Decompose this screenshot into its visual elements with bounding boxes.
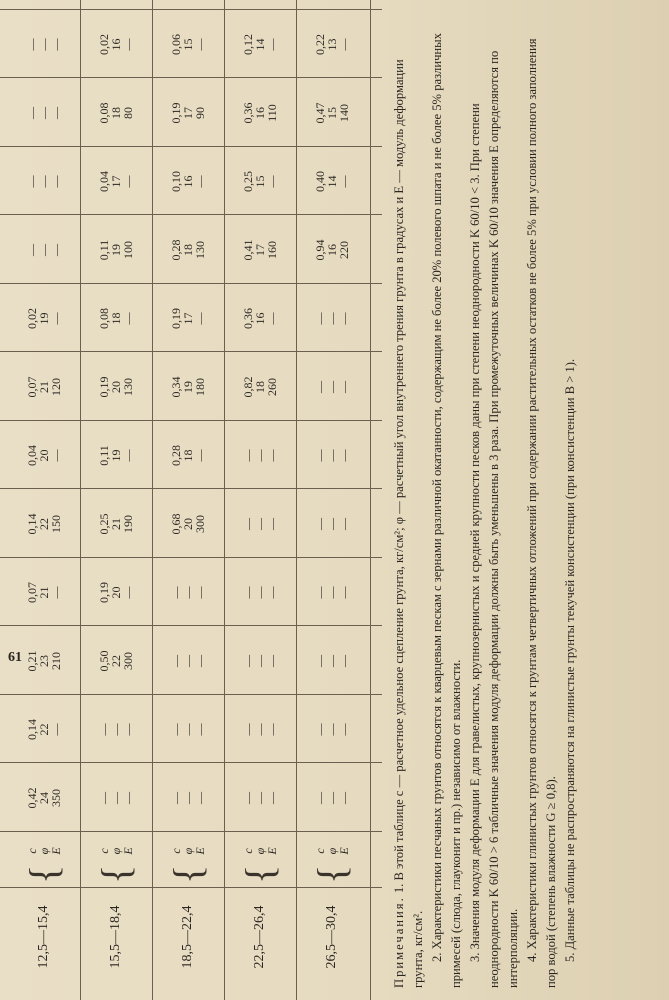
- cell-value: —: [265, 655, 279, 667]
- column-separator: [0, 694, 382, 695]
- cell-value: 0,19: [169, 308, 183, 329]
- cell-value: 22: [109, 655, 123, 667]
- column-separator: [0, 763, 382, 764]
- table-cell: [314, 499, 350, 549]
- row-params: [314, 836, 350, 866]
- row-range: 15,5—18,4: [108, 905, 123, 969]
- cell-value: —: [253, 655, 267, 667]
- cell-value: —: [169, 792, 183, 804]
- table-cell: [314, 568, 350, 618]
- cell-value: —: [265, 792, 279, 804]
- cell-value: —: [25, 107, 39, 119]
- cell-value: 0,68: [169, 513, 183, 535]
- table-cell: [170, 568, 206, 618]
- cell-value: —: [193, 449, 207, 462]
- cell-value: —: [25, 38, 39, 51]
- cell-value: —: [337, 518, 351, 530]
- cell-value: 0,42: [25, 787, 39, 809]
- table-cell: [242, 294, 278, 344]
- cell-value: 22: [37, 518, 51, 530]
- cell-value: —: [121, 586, 135, 599]
- table-cell: [98, 499, 134, 549]
- note-1: Примечания. 1. В этой таблице c — расчетное удельное сцепление грунта, кг/см²; φ — расчетный угол внутреннего трения грунта в градусах и E — модуль деформации грунта, кг/см².: [392, 59, 425, 988]
- cell-value: 0,40: [313, 171, 327, 192]
- cell-value: —: [169, 586, 183, 599]
- cell-value: 0,11: [97, 239, 111, 261]
- cell-value: —: [181, 655, 195, 667]
- cell-value: 130: [121, 378, 135, 396]
- table-cell: [314, 362, 350, 412]
- cell-value: —: [97, 792, 111, 804]
- table-cell: [170, 294, 206, 344]
- table-cell: [242, 636, 278, 686]
- param-symbol: c: [25, 848, 39, 854]
- cell-value: —: [337, 655, 351, 667]
- cell-value: —: [121, 792, 135, 804]
- cell-value: —: [265, 518, 279, 530]
- cell-value: 0,10: [169, 171, 183, 192]
- table-cell: [314, 431, 350, 481]
- param-symbol: c: [169, 848, 183, 854]
- table-cell: [170, 431, 206, 481]
- cell-value: 0,12: [241, 34, 255, 55]
- cell-value: —: [25, 244, 39, 256]
- cell-value: —: [37, 107, 51, 119]
- cell-value: 18: [109, 312, 123, 325]
- row-separator: [296, 0, 297, 1000]
- cell-value: —: [313, 792, 327, 804]
- cell-value: —: [337, 312, 351, 325]
- column-separator: [0, 9, 382, 10]
- cell-value: —: [337, 723, 351, 736]
- cell-value: —: [49, 312, 63, 325]
- cell-value: —: [337, 175, 351, 188]
- cell-value: 20: [37, 449, 51, 462]
- cell-value: 0,25: [241, 171, 255, 192]
- cell-value: —: [181, 723, 195, 736]
- cell-value: 14: [253, 38, 267, 51]
- cell-value: 22: [37, 723, 51, 736]
- column-separator: [0, 215, 382, 216]
- cell-value: 0,08: [97, 308, 111, 329]
- param-symbol: E: [337, 847, 351, 855]
- cell-value: 140: [337, 104, 351, 122]
- cell-value: 0,08: [97, 102, 111, 124]
- table-cell: [170, 157, 206, 207]
- cell-value: —: [193, 175, 207, 188]
- cell-value: 0,22: [313, 34, 327, 55]
- cell-value: —: [325, 586, 339, 599]
- cell-value: —: [325, 655, 339, 667]
- cell-value: —: [193, 655, 207, 667]
- cell-value: —: [325, 518, 339, 530]
- cell-value: —: [121, 175, 135, 188]
- cell-value: —: [265, 449, 279, 462]
- cell-value: —: [313, 449, 327, 462]
- cell-value: 0,25: [97, 513, 111, 535]
- cell-value: 0,19: [97, 582, 111, 603]
- param-symbol: φ: [253, 847, 267, 855]
- cell-value: 16: [253, 312, 267, 325]
- table-cell: [98, 431, 134, 481]
- row-separator: [80, 0, 81, 1000]
- table-cell: [26, 88, 62, 138]
- cell-value: 0,47: [313, 102, 327, 124]
- cell-value: —: [169, 723, 183, 736]
- cell-value: —: [241, 792, 255, 804]
- cell-value: 17: [181, 312, 195, 325]
- row-params: [26, 836, 62, 866]
- cell-value: —: [265, 586, 279, 599]
- table-cell: [98, 20, 134, 70]
- table-cell: [98, 225, 134, 275]
- table-cell: [242, 362, 278, 412]
- cell-value: 0,14: [25, 513, 39, 535]
- cell-value: —: [121, 312, 135, 325]
- cell-value: —: [241, 655, 255, 667]
- row-range: 22,5—26,4: [252, 905, 267, 969]
- cell-value: 20: [109, 381, 123, 393]
- brace: {: [309, 864, 354, 884]
- table-cell: [26, 225, 62, 275]
- table-bottom: [370, 0, 371, 1000]
- brace: {: [165, 864, 210, 884]
- table-cell: [242, 705, 278, 755]
- table-cell: [98, 705, 134, 755]
- table-cell: [242, 568, 278, 618]
- row-range: 18,5—22,4: [180, 905, 195, 969]
- param-symbol: E: [49, 847, 63, 855]
- row-params: [242, 836, 278, 866]
- table-cell: [26, 157, 62, 207]
- cell-value: 130: [193, 241, 207, 259]
- cell-value: 150: [49, 515, 63, 533]
- table-cell: [98, 362, 134, 412]
- cell-value: 80: [121, 107, 135, 119]
- table-cell: [242, 20, 278, 70]
- cell-value: 210: [49, 652, 63, 670]
- cell-value: 19: [109, 244, 123, 256]
- cell-value: —: [313, 723, 327, 736]
- cell-value: —: [313, 586, 327, 599]
- cell-value: —: [193, 312, 207, 325]
- table-cell: [242, 773, 278, 823]
- column-separator: [0, 557, 382, 558]
- table-cell: [314, 157, 350, 207]
- cell-value: 0,41: [241, 239, 255, 261]
- cell-value: 0,36: [241, 102, 255, 124]
- row-params: [98, 836, 134, 866]
- cell-value: —: [325, 792, 339, 804]
- cell-value: 20: [109, 586, 123, 599]
- cell-value: 120: [49, 378, 63, 396]
- param-symbol: c: [241, 848, 255, 854]
- cell-value: 14: [325, 175, 339, 188]
- cell-value: —: [25, 175, 39, 188]
- param-symbol: c: [313, 848, 327, 854]
- cell-value: 15: [181, 38, 195, 51]
- table-cell: [170, 88, 206, 138]
- cell-value: 16: [109, 38, 123, 51]
- table-cell: [26, 705, 62, 755]
- column-separator: [0, 352, 382, 353]
- table-cell: [170, 225, 206, 275]
- cell-value: 0,02: [25, 308, 39, 329]
- cell-value: —: [241, 586, 255, 599]
- cell-value: 0,19: [97, 376, 111, 398]
- cell-value: —: [109, 792, 123, 804]
- page-number: 61: [8, 650, 22, 665]
- cell-value: 0,21: [25, 650, 39, 672]
- row-separator: [152, 0, 153, 1000]
- table-cell: [314, 773, 350, 823]
- brace: {: [93, 864, 138, 884]
- column-separator: [0, 420, 382, 421]
- table-cell: [314, 636, 350, 686]
- cell-value: 300: [121, 652, 135, 670]
- row-separator: [224, 0, 225, 1000]
- row-range: 12,5—15,4: [36, 905, 51, 969]
- cell-value: —: [325, 312, 339, 325]
- column-separator: [0, 626, 382, 627]
- cell-value: —: [181, 792, 195, 804]
- cell-value: 260: [265, 378, 279, 396]
- cell-value: 160: [265, 241, 279, 259]
- notes: [390, 18, 580, 988]
- cell-value: —: [265, 723, 279, 736]
- cell-value: 220: [337, 241, 351, 259]
- note-4: 4. Характеристики глинистых грунтов относятся к грунтам четвертичных отложений при содержании растительных остатков не более 5% при условии полного заполнения пор водой (степень влажности G ≥ 0,8).: [525, 38, 558, 988]
- table-cell: [242, 88, 278, 138]
- cell-value: 21: [109, 518, 123, 530]
- cell-value: 20: [181, 518, 195, 530]
- param-symbol: E: [193, 847, 207, 855]
- cell-value: 180: [193, 378, 207, 396]
- cell-value: —: [313, 518, 327, 530]
- table-cell: [170, 773, 206, 823]
- cell-value: 0,82: [241, 376, 255, 398]
- cell-value: —: [193, 586, 207, 599]
- note-3: 3. Значения модуля деформации E для гравелистых, крупнозернистых и средней крупности песков даны при степени неоднородности K 60/10 < 3. При степени неоднородности K 60/10 > 6 табличные значения модуля деформации должны быть уменьшены в 3 раза. При промежуточных величинах K 60/10 значения E определяются по интерполяции.: [468, 50, 520, 988]
- cell-value: —: [49, 449, 63, 462]
- cell-value: 0,07: [25, 582, 39, 603]
- column-separator: [0, 831, 382, 832]
- cell-value: —: [253, 586, 267, 599]
- cell-value: —: [109, 723, 123, 736]
- cell-value: —: [121, 723, 135, 736]
- table-cell: [98, 157, 134, 207]
- table-cell: [314, 705, 350, 755]
- cell-value: —: [325, 449, 339, 462]
- cell-value: 19: [109, 449, 123, 462]
- cell-value: —: [97, 723, 111, 736]
- cell-value: —: [253, 792, 267, 804]
- cell-value: —: [49, 175, 63, 188]
- cell-value: —: [253, 449, 267, 462]
- cell-value: 0,94: [313, 239, 327, 261]
- cell-value: 18: [181, 449, 195, 462]
- param-symbol: φ: [109, 847, 123, 855]
- cell-value: 0,28: [169, 239, 183, 261]
- cell-value: —: [241, 449, 255, 462]
- cell-value: —: [193, 38, 207, 51]
- cell-value: 0,07: [25, 376, 39, 398]
- table-cell: [98, 568, 134, 618]
- table-cell: [98, 88, 134, 138]
- table-cell: [314, 88, 350, 138]
- table-cell: [26, 636, 62, 686]
- cell-value: 300: [193, 515, 207, 533]
- cell-value: 0,04: [25, 445, 39, 466]
- cell-value: —: [193, 723, 207, 736]
- cell-value: 17: [253, 244, 267, 256]
- cell-value: 16: [325, 244, 339, 256]
- column-separator: [0, 887, 382, 888]
- table-cell: [314, 20, 350, 70]
- cell-value: 0,11: [97, 445, 111, 466]
- cell-value: 24: [37, 792, 51, 804]
- cell-value: 23: [37, 655, 51, 667]
- cell-value: —: [121, 449, 135, 462]
- cell-value: 0,50: [97, 650, 111, 672]
- cell-value: —: [121, 38, 135, 51]
- cell-value: —: [37, 38, 51, 51]
- cell-value: 16: [181, 175, 195, 188]
- cell-value: 15: [253, 175, 267, 188]
- cell-value: 18: [181, 244, 195, 256]
- cell-value: —: [37, 175, 51, 188]
- cell-value: 21: [37, 586, 51, 599]
- table-cell: [170, 362, 206, 412]
- cell-value: 90: [193, 107, 207, 119]
- param-symbol: φ: [37, 847, 51, 855]
- cell-value: 19: [181, 381, 195, 393]
- cell-value: —: [313, 312, 327, 325]
- cell-value: 0,14: [25, 719, 39, 740]
- cell-value: —: [313, 655, 327, 667]
- table-cell: [98, 773, 134, 823]
- cell-value: 17: [109, 175, 123, 188]
- cell-value: —: [337, 586, 351, 599]
- cell-value: —: [253, 518, 267, 530]
- table-cell: [242, 225, 278, 275]
- cell-value: 100: [121, 241, 135, 259]
- cell-value: —: [169, 655, 183, 667]
- cell-value: —: [313, 381, 327, 393]
- param-symbol: E: [121, 847, 135, 855]
- cell-value: 21: [37, 381, 51, 393]
- cell-value: 190: [121, 515, 135, 533]
- cell-value: —: [337, 38, 351, 51]
- table-cell: [170, 20, 206, 70]
- cell-value: 19: [37, 312, 51, 325]
- cell-value: —: [265, 175, 279, 188]
- cell-value: 0,34: [169, 376, 183, 398]
- cell-value: —: [253, 723, 267, 736]
- cell-value: 15: [325, 107, 339, 119]
- column-separator: [0, 489, 382, 490]
- row-params: [170, 836, 206, 866]
- cell-value: 0,02: [97, 34, 111, 55]
- column-separator: [0, 283, 382, 284]
- cell-value: 350: [49, 789, 63, 807]
- table-cell: [170, 499, 206, 549]
- column-separator: [0, 146, 382, 147]
- param-symbol: c: [97, 848, 111, 854]
- cell-value: 0,06: [169, 34, 183, 55]
- note-2: 2. Характеристики песчаных грунтов относятся к кварцевым пескам с зернами различной окатанности, содержащим не более 20% полевого шпата и не более 5% различных примесей (слюда, глауконит и пр.) независимо от влажности.: [430, 33, 463, 988]
- cell-value: —: [49, 586, 63, 599]
- column-separator: [0, 78, 382, 79]
- brace: {: [21, 864, 66, 884]
- table-cell: [314, 225, 350, 275]
- cell-value: 110: [265, 104, 279, 122]
- table-cell: [26, 431, 62, 481]
- table-cell: [314, 294, 350, 344]
- cell-value: 0,36: [241, 308, 255, 329]
- table-cell: [98, 294, 134, 344]
- param-symbol: φ: [181, 847, 195, 855]
- cell-value: —: [325, 723, 339, 736]
- table-cell: [170, 705, 206, 755]
- cell-value: 0,19: [169, 102, 183, 124]
- table-cell: [170, 636, 206, 686]
- table-cell: [242, 431, 278, 481]
- cell-value: 13: [325, 38, 339, 51]
- cell-value: —: [337, 381, 351, 393]
- table-cell: [26, 773, 62, 823]
- table-cell: [26, 20, 62, 70]
- table-cell: [242, 157, 278, 207]
- cell-value: —: [49, 723, 63, 736]
- param-symbol: E: [265, 847, 279, 855]
- cell-value: —: [337, 449, 351, 462]
- cell-value: —: [193, 792, 207, 804]
- table-cell: [26, 499, 62, 549]
- brace: {: [237, 864, 282, 884]
- cell-value: —: [49, 107, 63, 119]
- table-cell: [98, 636, 134, 686]
- cell-value: —: [49, 244, 63, 256]
- cell-value: —: [265, 312, 279, 325]
- table-cell: [26, 568, 62, 618]
- cell-value: —: [241, 518, 255, 530]
- cell-value: 17: [181, 107, 195, 119]
- note-5: 5. Данные таблицы не распространяются на глинистые грунты текучей консистенции (при консистенции B > 1).: [563, 358, 577, 962]
- cell-value: —: [37, 244, 51, 256]
- cell-value: —: [181, 586, 195, 599]
- cell-value: 0,28: [169, 445, 183, 466]
- cell-value: —: [265, 38, 279, 51]
- cell-value: —: [325, 381, 339, 393]
- cell-value: —: [241, 723, 255, 736]
- row-range: 26,5—30,4: [324, 905, 339, 969]
- cell-value: —: [337, 792, 351, 804]
- table-cell: [242, 499, 278, 549]
- table-cell: [26, 362, 62, 412]
- cell-value: —: [49, 38, 63, 51]
- cell-value: 18: [109, 107, 123, 119]
- cell-value: 18: [253, 381, 267, 393]
- table-cell: [26, 294, 62, 344]
- param-symbol: φ: [325, 847, 339, 855]
- cell-value: 16: [253, 107, 267, 119]
- cell-value: 0,04: [97, 171, 111, 192]
